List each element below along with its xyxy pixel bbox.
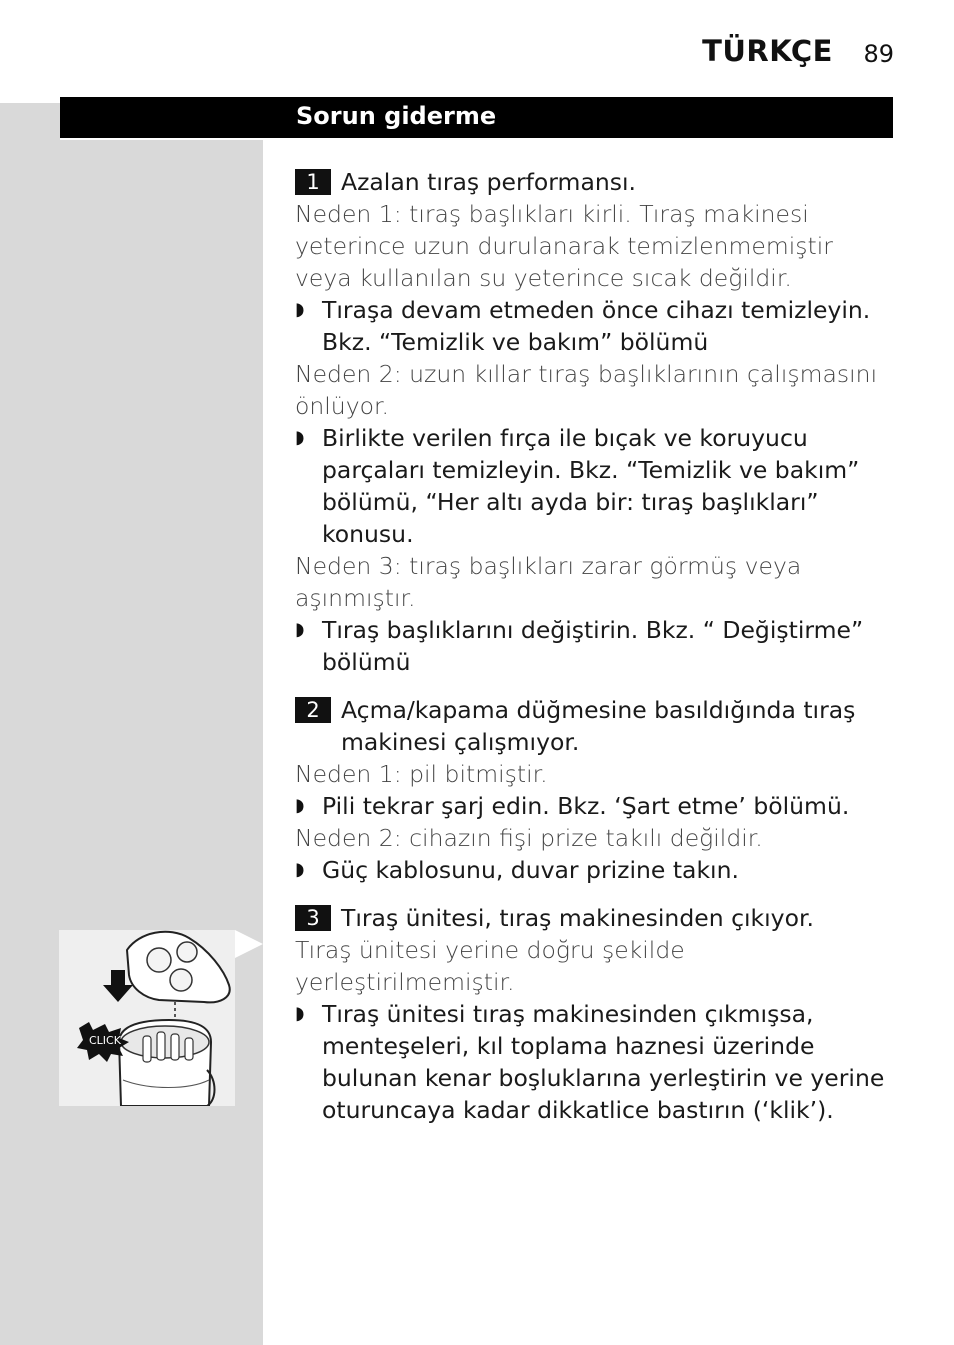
troubleshooting-list (295, 166, 895, 1142)
illustration-pointer (235, 930, 263, 958)
problem-item (295, 166, 895, 678)
language-heading: TÜRKÇE (702, 34, 833, 68)
problem-item (295, 694, 895, 886)
shaver-unit-click-icon (59, 930, 235, 1106)
cause-text: Neden 2: cihazın fişi prize takılı değildir. (295, 824, 763, 852)
bullet-marker-icon: ◗ (295, 859, 305, 880)
problem-number-badge: 2 (295, 697, 331, 723)
bullet-marker-icon: ◗ (295, 1003, 305, 1024)
action-text: Güç kablosunu, duvar prizine takın. (322, 856, 739, 884)
problem-number-badge: 1 (295, 169, 331, 195)
action-text: Birlikte verilen fırça ile bıçak ve koruyucu parçaları temizleyin. Bkz. “Temizlik ve bakım” bölümü, “Her altı ayda bir: tıraş başlıkları” konusu. (322, 424, 860, 548)
bullet-marker-icon: ◗ (295, 795, 305, 816)
section-header-bar (60, 97, 893, 140)
problem-title: Tıraş ünitesi, tıraş makinesinden çıkıyor. (341, 904, 814, 932)
problem-item (295, 902, 895, 1126)
action-bullet (295, 854, 895, 886)
action-bullet (295, 422, 895, 550)
action-bullet (295, 614, 895, 678)
problem-title: Açma/kapama düğmesine basıldığında tıraş makinesi çalışmıyor. (341, 696, 856, 756)
action-text: Tıraş başlıklarını değiştirin. Bkz. “ Değiştirme” bölümü (322, 616, 864, 676)
action-text: Pili tekrar şarj edin. Bkz. ‘Şart etme’ bölümü. (322, 792, 850, 820)
click-label: CLICK (89, 1034, 121, 1047)
section-title: Sorun giderme (296, 102, 497, 130)
action-bullet (295, 998, 895, 1126)
cause-text: Tıraş ünitesi yerine doğru şekilde yerleştirilmemiştir. (295, 936, 685, 996)
bullet-marker-icon: ◗ (295, 619, 305, 640)
action-text: Tıraş ünitesi tıraş makinesinden çıkmışsa, menteşeleri, kıl toplama haznesi üzerinde bulunan kenar boşluklarına yerleştirin ve yerine oturuncaya kadar dikkatlice bastırın (‘klik’). (322, 1000, 885, 1124)
page-number: 89 (863, 40, 894, 68)
bullet-marker-icon: ◗ (295, 427, 305, 448)
problem-title: Azalan tıraş performansı. (341, 168, 636, 196)
action-bullet (295, 294, 895, 358)
cause-text: Neden 3: tıraş başlıkları zarar görmüş veya aşınmıştır. (295, 552, 802, 612)
cause-text: Neden 2: uzun kıllar tıraş başlıklarının çalışmasını önlüyor. (295, 360, 878, 420)
cause-text: Neden 1: pil bitmiştir. (295, 760, 548, 788)
problem-number-badge: 3 (295, 905, 331, 931)
cause-text: Neden 1: tıraş başlıkları kirli. Tıraş makinesi yeterince uzun durulanarak temizlenmemiştir veya kullanılan su yeterince sıcak değildir. (295, 200, 833, 292)
action-bullet (295, 790, 895, 822)
bullet-marker-icon: ◗ (295, 299, 305, 320)
action-text: Tıraşa devam etmeden önce cihazı temizleyin. Bkz. “Temizlik ve bakım” bölümü (322, 296, 871, 356)
sidebar-panel (0, 103, 263, 1345)
